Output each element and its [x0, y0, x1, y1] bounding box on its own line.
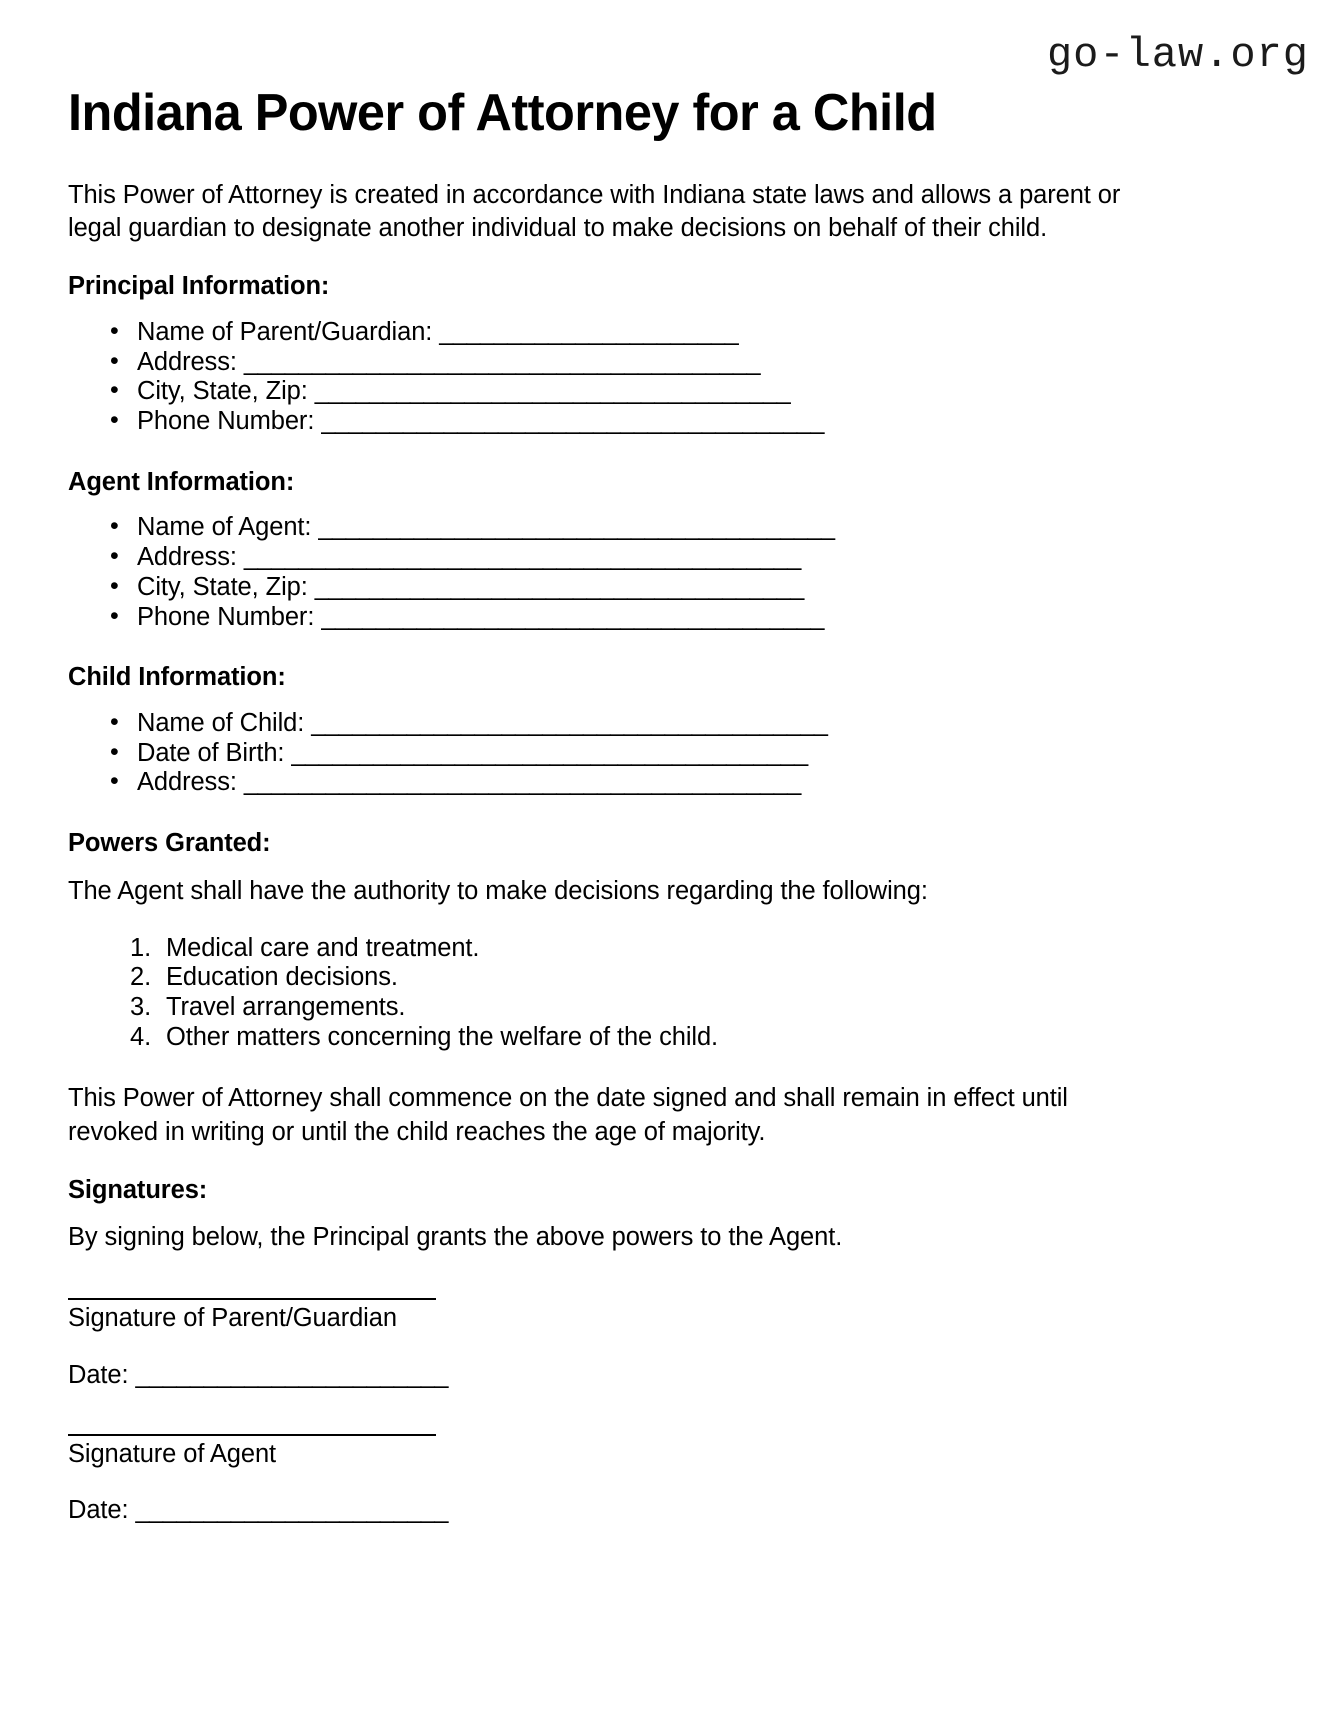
section-heading-signatures: Signatures:: [68, 1175, 208, 1204]
signatures-intro-paragraph: By signing below, the Principal grants the above powers to the Agent.: [68, 1223, 843, 1252]
parent-date-blank[interactable]: _______________________: [135, 1360, 448, 1389]
powers-intro-paragraph: The Agent shall have the authority to make decisions regarding the following:: [68, 876, 928, 905]
list-item: Education decisions.: [166, 963, 398, 992]
field-label: Address:: [137, 768, 237, 797]
field-blank[interactable]: _________________________________________: [243, 543, 801, 572]
field-label: Name of Child:: [137, 708, 305, 737]
list-item: Travel arrangements.: [166, 993, 406, 1022]
list-item: Other matters concerning the welfare of the child.: [166, 1022, 719, 1051]
agent-date-row: [68, 1495, 1263, 1525]
parent-signature-line[interactable]: [68, 1298, 436, 1300]
field-label: Phone Number:: [137, 602, 315, 631]
field-blank[interactable]: ___________________________________: [314, 377, 791, 406]
child-field-list: [68, 709, 1263, 798]
list-item: [110, 739, 1263, 769]
field-blank[interactable]: ______________________________________: [318, 513, 835, 542]
list-item: Medical care and treatment.: [166, 933, 480, 962]
field-blank[interactable]: _________________________________________: [243, 768, 801, 797]
effect-paragraph: This Power of Attorney shall commence on the date signed and shall remain in effect until revoked in writing or until the child reaches the age of majority.: [68, 1084, 1068, 1146]
agent-signature-block: [68, 1434, 1263, 1525]
parent-date-label: Date:: [68, 1360, 129, 1389]
section-heading-child: Child Information:: [68, 663, 286, 692]
section-heading-agent: Agent Information:: [68, 467, 295, 496]
page-title: Indiana Power of Attorney for a Child: [68, 84, 937, 142]
list-item: [110, 407, 1263, 437]
list-item: [110, 768, 1263, 798]
section-heading-principal: Principal Information:: [68, 272, 330, 301]
agent-date-blank[interactable]: _______________________: [135, 1495, 448, 1524]
field-label: Address:: [137, 347, 237, 376]
field-label: City, State, Zip:: [137, 572, 308, 601]
agent-date-label: Date:: [68, 1495, 129, 1524]
powers-granted-list: [68, 934, 1263, 1053]
parent-signature-block: [68, 1298, 1263, 1389]
field-label: Date of Birth:: [137, 738, 285, 767]
field-label: Name of Parent/Guardian:: [137, 317, 433, 346]
field-label: Name of Agent:: [137, 513, 312, 542]
parent-signature-caption: Signature of Parent/Guardian: [68, 1304, 397, 1333]
document-content: [68, 86, 1263, 1569]
field-blank[interactable]: ______________________________________: [291, 738, 808, 767]
list-item: [110, 513, 1263, 543]
agent-signature-caption: Signature of Agent: [68, 1439, 277, 1468]
intro-paragraph: This Power of Attorney is created in accordance with Indiana state laws and allows a parent or legal guardian to designate another individual to make decisions on behalf of their child.: [68, 181, 1121, 243]
list-item: [110, 543, 1263, 573]
field-blank[interactable]: ______________________________________: [311, 708, 828, 737]
site-watermark: go-law.org: [1046, 31, 1309, 79]
list-item: [110, 603, 1263, 633]
agent-field-list: [68, 513, 1263, 632]
section-heading-powers: Powers Granted:: [68, 828, 271, 857]
field-label: Address:: [137, 543, 237, 572]
parent-date-row: [68, 1360, 1263, 1390]
field-label: Phone Number:: [137, 407, 315, 436]
list-item: [110, 573, 1263, 603]
field-blank[interactable]: ______________________________________: [243, 347, 760, 376]
field-label: City, State, Zip:: [137, 377, 308, 406]
field-blank[interactable]: ____________________________________: [314, 572, 804, 601]
list-item: [110, 348, 1263, 378]
agent-signature-line[interactable]: [68, 1434, 436, 1436]
field-blank[interactable]: _____________________________________: [321, 602, 824, 631]
principal-field-list: [68, 318, 1263, 437]
field-blank[interactable]: _____________________________________: [321, 407, 824, 436]
list-item: [110, 377, 1263, 407]
list-item: [110, 318, 1263, 348]
list-item: [110, 709, 1263, 739]
field-blank[interactable]: ______________________: [439, 317, 739, 346]
